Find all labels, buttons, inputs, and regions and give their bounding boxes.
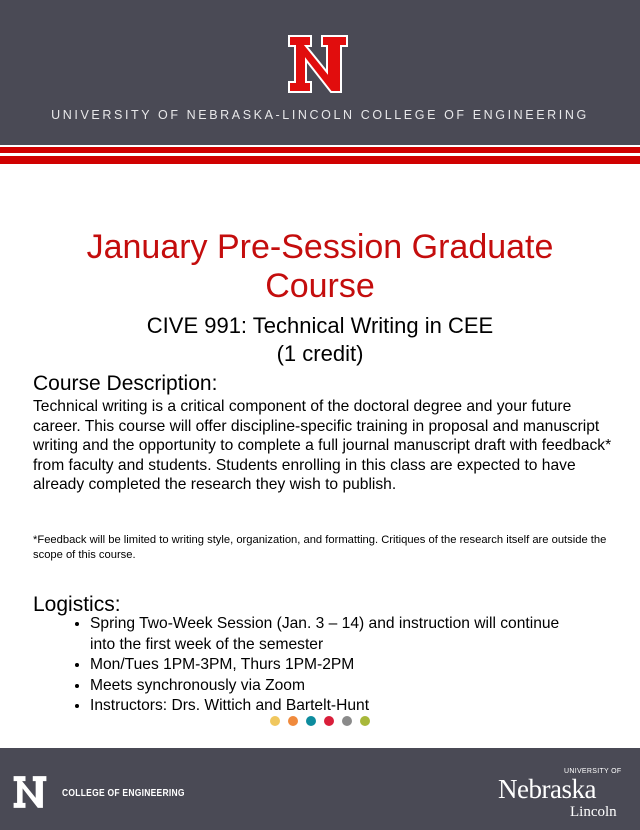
- logistics-item: • Spring Two-Week Session (Jan. 3 – 14) and instruction will continue into the first week of the semester: [90, 614, 570, 655]
- description-body: Technical writing is a critical component of the doctoral degree and your future career. This course will offer discipline-specific training in proposal and manuscript writing and the opportunity to complete a full journal manuscript draft with feedback* from faculty and students. Students enrolling in this class are expected to have already completed the research they wish to publish.: [33, 398, 612, 493]
- logistics-item: • Meets synchronously via Zoom: [90, 676, 570, 697]
- dot-yellow: [270, 716, 280, 726]
- decorative-dots: [270, 716, 380, 726]
- logistics-item: • Instructors: Drs. Wittich and Bartelt-Hunt: [90, 696, 570, 717]
- brand-nebraska: Nebraska: [498, 774, 596, 804]
- description-heading: Course Description:: [33, 372, 218, 395]
- university-line: UNIVERSITY OF NEBRASKA-LINCOLN COLLEGE OF ENGINEERING: [51, 108, 589, 122]
- dot-gray: [342, 716, 352, 726]
- logistics-list: [72, 614, 570, 717]
- nebraska-n-logo: [287, 34, 349, 94]
- subtitle-line-1: CIVE 991: Technical Writing in CEE: [146, 313, 494, 338]
- feedback-footnote: *Feedback will be limited to writing style, organization, and formatting. Critiques of the research itself are outside the scope of this course.: [33, 534, 607, 561]
- red-stripe-bottom: [0, 156, 640, 164]
- title-line-1: January Pre-Session Graduate: [86, 228, 554, 266]
- course-subtitle: [0, 312, 640, 368]
- top-header: [0, 0, 640, 145]
- dot-red: [324, 716, 334, 726]
- logistics-heading: Logistics:: [33, 593, 121, 616]
- footer-n-logo: [12, 771, 48, 813]
- brand-university-of: UNIVERSITY OF: [564, 768, 622, 775]
- page-title: [0, 228, 640, 306]
- college-label: COLLEGE OF ENGINEERING: [62, 788, 185, 799]
- bottom-footer: [0, 748, 640, 830]
- title-line-2: Course: [265, 267, 375, 305]
- nebraska-lincoln-wordmark: [496, 766, 626, 826]
- logistics-item: • Mon/Tues 1PM-3PM, Thurs 1PM-2PM: [90, 655, 570, 676]
- dot-teal: [306, 716, 316, 726]
- dot-orange: [288, 716, 298, 726]
- brand-lincoln: Lincoln: [570, 804, 617, 820]
- subtitle-line-2: (1 credit): [276, 341, 364, 366]
- dot-green: [360, 716, 370, 726]
